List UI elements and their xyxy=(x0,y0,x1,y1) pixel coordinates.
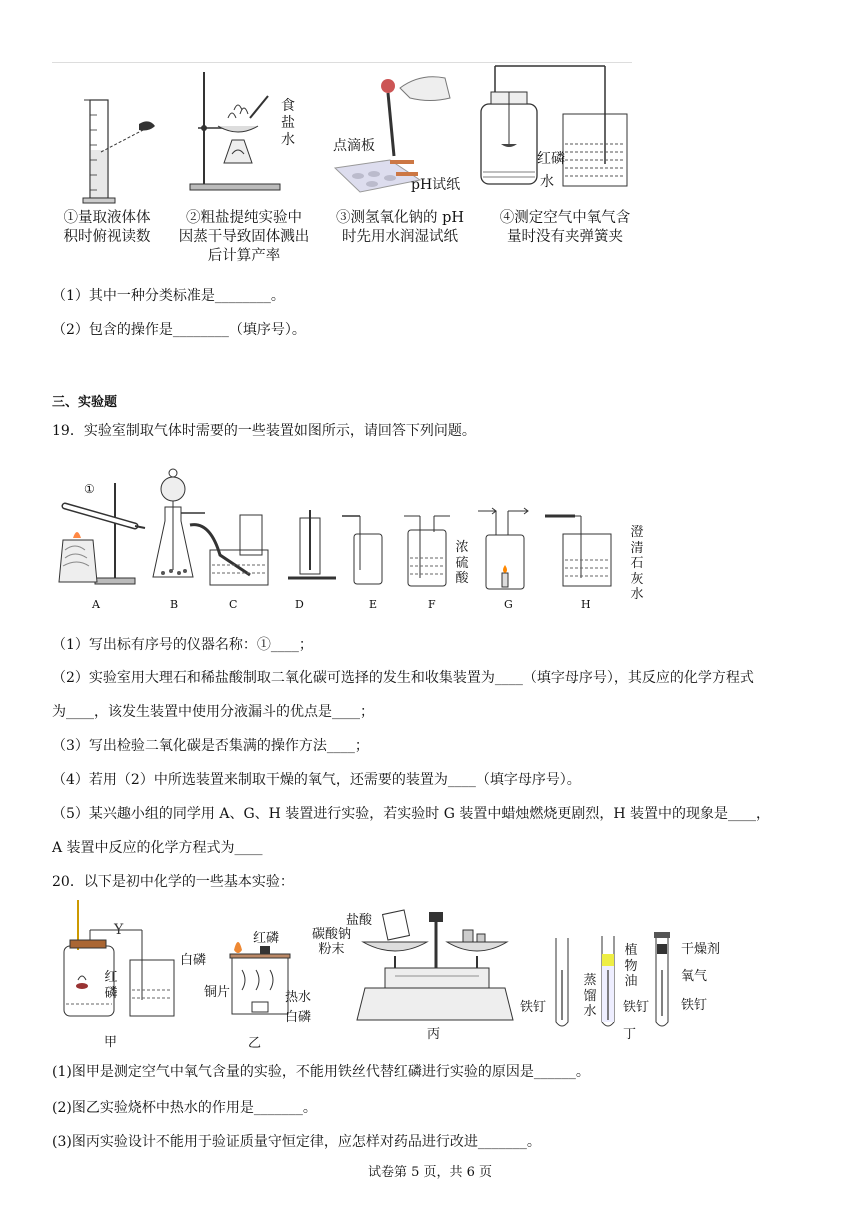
red-phosphorus-label: 红磷 xyxy=(537,151,565,167)
iron-nail-label-3: 铁钉 xyxy=(681,998,708,1013)
desiccant-label: 干燥剂 xyxy=(681,942,721,957)
water-label: 水 xyxy=(540,174,554,190)
conc-acid-label: 浓 硫 酸 xyxy=(455,540,469,586)
oxygen-label: 氧气 xyxy=(681,969,708,984)
hot-water-label: 热水 xyxy=(285,990,312,1005)
q18-line-1: （1）其中一种分类标准是________。 xyxy=(52,288,285,304)
yi-label: 乙 xyxy=(248,1036,262,1051)
graduated-cylinder-figure xyxy=(75,90,175,220)
q20-line-1: (1)图甲是测定空气中氧气含量的实验，不能用铁丝代替红磷进行实验的原因是______。 xyxy=(52,1064,590,1080)
copper-label: 铜片 xyxy=(204,985,231,1000)
q19-line-4: （3）写出检验二氧化碳是否集满的操作方法____； xyxy=(52,738,369,754)
caption-2: ②粗盐提纯实验中 因蒸干导致固体溅出 后计算产率 xyxy=(178,210,310,264)
figure-ding xyxy=(550,930,670,1040)
top-divider xyxy=(52,62,632,63)
vegetable-oil-label: 植 物 油 xyxy=(624,943,638,989)
apparatus-letter-c: C xyxy=(229,598,238,611)
q19-line-7: A 装置中反应的化学方程式为____ xyxy=(52,840,263,856)
white-phosphorus-label: 白磷 xyxy=(180,953,207,968)
ding-label: 丁 xyxy=(623,1027,637,1042)
svg-text:Y: Y xyxy=(114,922,124,938)
q19-line-1: （1）写出标有序号的仪器名称：①____； xyxy=(52,637,313,653)
bing-label: 丙 xyxy=(427,1027,441,1042)
na2co3-label: 碳酸钠 粉末 xyxy=(312,927,352,957)
jia-label: 甲 xyxy=(104,1035,118,1050)
apparatus-letter-g: G xyxy=(504,598,513,611)
hcl-label: 盐酸 xyxy=(346,913,373,928)
apparatus-letter-e: E xyxy=(369,598,378,611)
figure-jia xyxy=(60,900,180,1020)
section-title: 三、实验题 xyxy=(52,395,118,410)
apparatus-letter-f: F xyxy=(428,598,436,611)
apparatus-f xyxy=(400,508,455,593)
apparatus-letter-b: B xyxy=(170,598,179,611)
apparatus-e xyxy=(342,510,392,590)
q19-line-3: 为____，该发生装置中使用分液漏斗的优点是____； xyxy=(52,704,374,720)
caption-3: ③测氢氧化钠的 pH 时先用水润湿试纸 xyxy=(335,210,465,245)
red-phosphorus-label-2: 红磷 xyxy=(253,931,280,946)
q20-line-2: (2)图乙实验烧杯中热水的作用是_______。 xyxy=(52,1100,317,1116)
figure-bing xyxy=(355,908,515,1028)
apparatus-letter-a: A xyxy=(92,598,100,611)
iron-nail-label-2: 铁钉 xyxy=(623,1000,650,1015)
apparatus-a xyxy=(55,478,145,588)
apparatus-letter-d: D xyxy=(295,598,304,611)
q20-line-3: (3)图丙实验设计不能用于验证质量守恒定律，应怎样对药品进行改进_______。 xyxy=(52,1134,541,1150)
q19-line-2: （2）实验室用大理石和稀盐酸制取二氧化碳可选择的发生和收集装置为____（填字母序号），其反应的化学方程式 xyxy=(52,670,754,686)
marker-1: ① xyxy=(84,482,95,496)
salt-water-label: 食 盐 水 xyxy=(281,98,295,148)
red-phosphorus-vertical-label: 红 磷 xyxy=(104,970,118,1001)
caption-1: ①量取液体体 积时俯视读数 xyxy=(63,210,151,245)
oxygen-content-figure xyxy=(475,64,635,194)
apparatus-d xyxy=(288,510,338,590)
q19-line-6: （5）某兴趣小组的同学用 A、G、H 装置进行实验，若实验时 G 装置中蜡烛燃烧更剧烈，H 装置中的现象是____， xyxy=(52,806,771,822)
caption-4: ④测定空气中氧气含 量时没有夹弹簧夹 xyxy=(499,210,631,245)
q19-stem: 19．实验室制取气体时需要的一些装置如图所示，请回答下列问题。 xyxy=(52,423,476,439)
page-footer: 试卷第 5 页，共 6 页 xyxy=(367,1165,493,1180)
apparatus-c xyxy=(190,495,270,590)
apparatus-g xyxy=(478,505,533,595)
iron-nail-label-1: 铁钉 xyxy=(520,1000,547,1015)
ph-paper-label: pH试纸 xyxy=(411,177,461,193)
spot-plate-label: 点滴板 xyxy=(333,138,375,154)
q20-stem: 20．以下是初中化学的一些基本实验： xyxy=(52,874,294,890)
q18-line-2: （2）包含的操作是________（填序号）。 xyxy=(52,322,306,338)
apparatus-h xyxy=(545,508,615,593)
q19-line-5: （4）若用（2）中所选装置来制取干燥的氧气，还需要的装置为____（填字母序号）。 xyxy=(52,772,581,788)
distilled-water-label: 蒸 馏 水 xyxy=(583,973,597,1019)
apparatus-letter-h: H xyxy=(581,598,591,611)
limewater-label: 澄 清 石 灰 水 xyxy=(630,525,644,602)
white-phosphorus-label-2: 白磷 xyxy=(285,1010,312,1025)
